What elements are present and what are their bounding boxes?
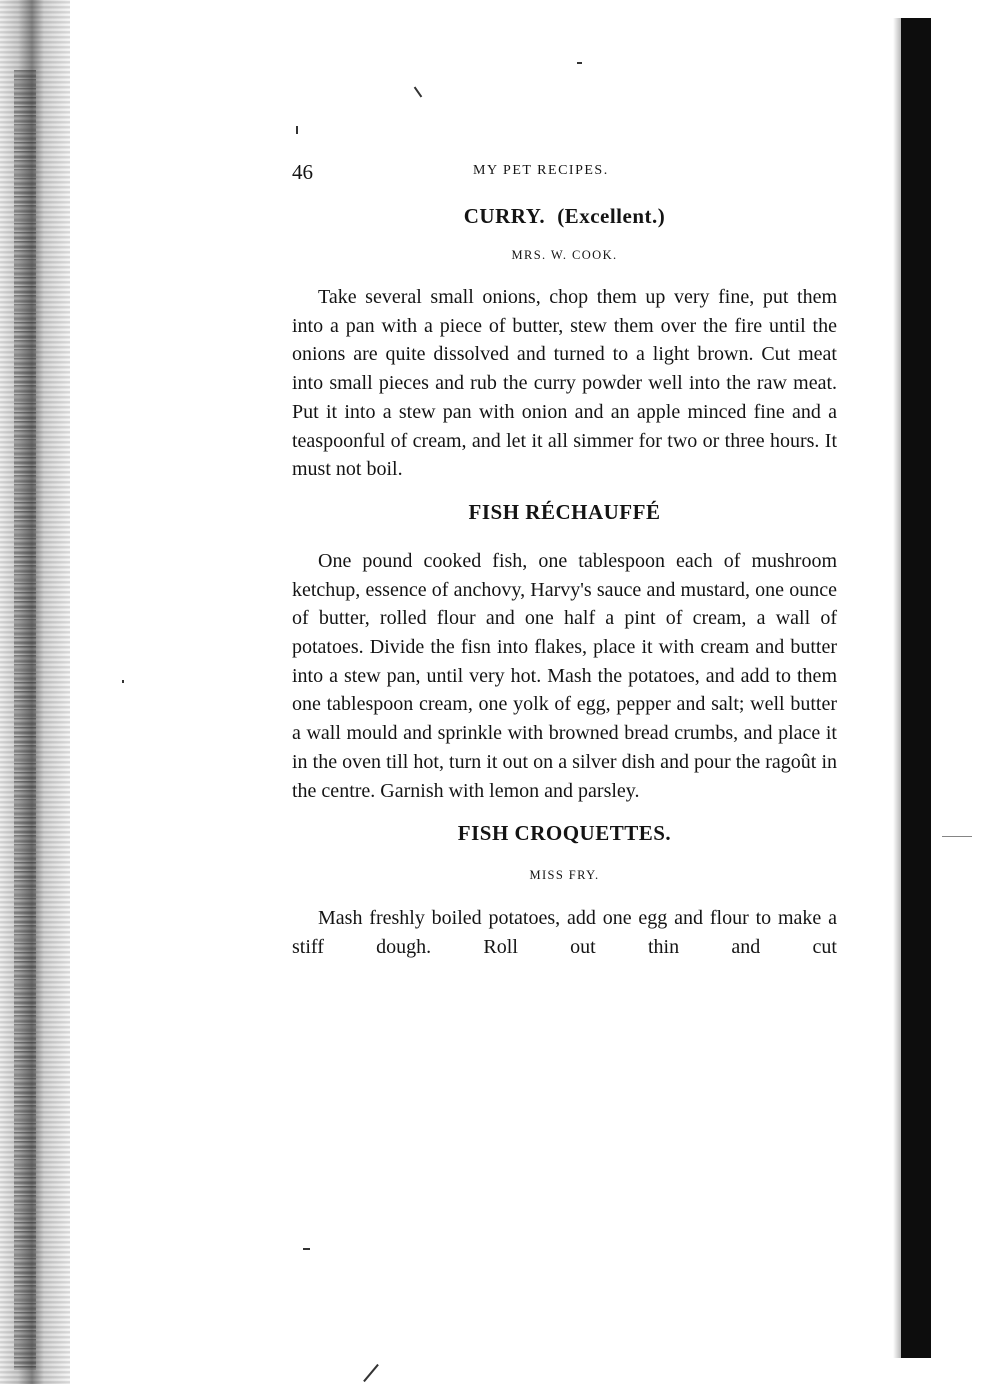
scan-speck xyxy=(414,87,423,98)
running-title: MY PET RECIPES. xyxy=(473,163,609,178)
recipe-author-fish-croquettes: MISS FRY. xyxy=(529,868,600,883)
scan-speck xyxy=(577,62,582,64)
scan-right-page-edge xyxy=(901,18,931,1358)
scan-speck xyxy=(296,126,298,134)
running-head xyxy=(292,150,837,190)
recipe-title-curry: CURRY. (Excellent.) xyxy=(463,204,666,228)
scan-speck xyxy=(122,680,124,683)
book-page xyxy=(292,150,837,962)
scan-binding-spine xyxy=(14,70,36,1370)
scan-speck xyxy=(942,836,972,837)
recipe-title-fish-croquettes: FISH CROQUETTES. xyxy=(457,821,672,846)
recipe-text-fish-croquettes: Mash freshly boiled potatoes, add one egg and flour to make a stiff dough. Roll out thin and cut xyxy=(292,907,837,958)
recipe-author-curry: MRS. W. COOK. xyxy=(511,248,618,262)
recipe-title-fish-rechauffe: FISH RÉCHAUFFÉ xyxy=(468,499,661,524)
scan-speck xyxy=(363,1364,379,1382)
recipe-text-curry: Take several small onions, chop them up very fine, put them into a pan with a piece of butter, stew them over the fire until the onions are quite dissolved and turned to a light brown. Cut meat into small pieces and rub the curry powder well into the raw meat. Put it into a stew pan with onion and an apple minced fine and a teaspoonful of cream, and let it all simmer for two or three hours. It must not boil. xyxy=(292,286,837,481)
page-number: 46 xyxy=(292,160,313,184)
recipe-text-fish-rechauffe: One pound cooked fish, one tablespoon each of mushroom ketchup, essence of anchovy, Harvy's sauce and mustard, one ounce of butter, rolled flour and one half a pint of cream, a wall of potatoes. Divide the fisn into flakes, place it with cream and butter into a stew pan, until very hot. Mash the potatoes, and add to them one tablespoon cream, one yolk of egg, pepper and salt; well butter a wall mould and sprinkle with browned bread crumbs, and place it in the oven till hot, turn it out on a silver dish and pour the ragoût in the centre. Garnish with lemon and parsley. xyxy=(292,549,837,802)
scan-speck xyxy=(303,1248,310,1250)
